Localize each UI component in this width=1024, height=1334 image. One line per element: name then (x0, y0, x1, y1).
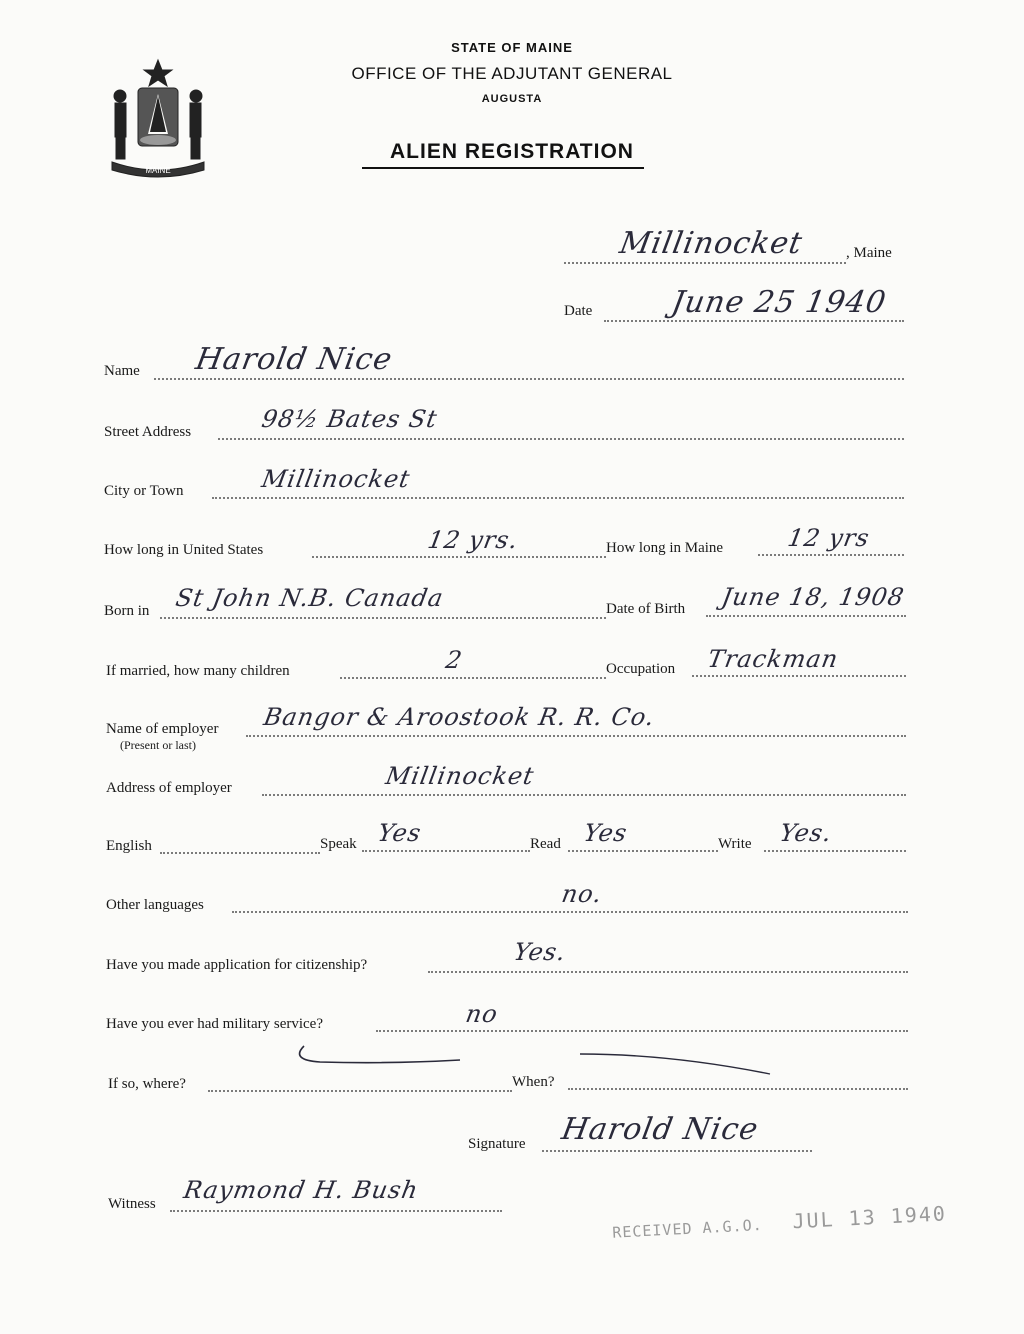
street-address-label: Street Address (104, 424, 192, 440)
military-value: no (463, 1000, 501, 1028)
how-long-maine-dots (758, 554, 904, 556)
name-label: Name (104, 363, 140, 379)
city-label: City or Town (104, 483, 184, 499)
citizenship-label: Have you made application for citizenship? (106, 957, 368, 973)
other-languages-label: Other languages (106, 897, 204, 913)
stamp-received-text: RECEIVED A.G.O. (611, 1215, 764, 1242)
read-dots (568, 850, 718, 852)
when-dots (568, 1088, 908, 1090)
employer-name-dots (246, 735, 906, 737)
read-value: Yes (581, 819, 630, 847)
citizenship-value: Yes. (511, 938, 569, 966)
date-dots (604, 320, 904, 322)
children-dots (340, 677, 606, 679)
occupation-value: Trackman (705, 645, 841, 673)
witness-label: Witness (108, 1196, 156, 1212)
employer-address-value: Millinocket (383, 762, 537, 790)
header-office: OFFICE OF THE ADJUTANT GENERAL (351, 64, 673, 83)
english-label: English (106, 838, 152, 854)
children-value: 2 (443, 646, 465, 674)
other-languages-value: no. (559, 880, 605, 908)
occupation-label: Occupation (606, 661, 676, 677)
military-label: Have you ever had military service? (106, 1016, 323, 1032)
town-value: Millinocket (616, 226, 806, 261)
when-label: When? (512, 1074, 555, 1090)
city-value: Millinocket (259, 465, 413, 493)
employer-name-value: Bangor & Aroostook R. R. Co. (261, 703, 658, 731)
header-city: AUGUSTA (481, 93, 543, 105)
stamp-date-text: JUL 13 1940 (791, 1201, 948, 1234)
received-stamp (612, 1201, 948, 1243)
witness-value: Raymond H. Bush (181, 1176, 421, 1204)
speak-label: Speak (320, 836, 357, 852)
employer-note: (Present or last) (120, 738, 196, 752)
born-in-dots (160, 617, 606, 619)
citizenship-dots (428, 971, 908, 973)
seal-ribbon-text: MAINE (145, 166, 171, 175)
name-value: Harold Nice (192, 342, 396, 377)
date-of-birth-dots (706, 615, 906, 617)
employer-address-dots (262, 794, 906, 796)
speak-value: Yes (375, 819, 424, 847)
signature-value: Harold Nice (558, 1112, 762, 1147)
street-address-dots (218, 438, 904, 440)
signature-dots (542, 1150, 812, 1152)
town-dots (564, 262, 846, 264)
header-state: STATE OF MAINE (451, 40, 573, 55)
how-long-us-value: 12 yrs. (425, 526, 521, 554)
write-label: Write (718, 836, 752, 852)
date-of-birth-value: June 18, 1908 (719, 583, 907, 611)
street-address-value: 98½ Bates St (259, 405, 440, 433)
if-so-where-label: If so, where? (108, 1076, 186, 1092)
other-languages-dots (232, 911, 908, 913)
read-label: Read (530, 836, 561, 852)
title-underline (362, 167, 644, 169)
children-label: If married, how many children (106, 663, 290, 679)
date-of-birth-label: Date of Birth (606, 601, 686, 617)
speak-dots (362, 850, 530, 852)
how-long-us-dots (312, 556, 606, 558)
how-long-us-label: How long in United States (104, 542, 264, 558)
name-dots (154, 378, 904, 380)
how-long-maine-label: How long in Maine (606, 540, 724, 556)
employer-name-label: Name of employer (106, 721, 219, 737)
employer-address-label: Address of employer (106, 780, 232, 796)
date-value: June 25 1940 (668, 285, 890, 320)
witness-dots (170, 1210, 502, 1212)
born-in-label: Born in (104, 603, 150, 619)
if-so-where-dots (208, 1090, 512, 1092)
write-value: Yes. (777, 819, 835, 847)
signature-label: Signature (468, 1136, 526, 1152)
maine-label: , Maine (846, 245, 892, 261)
date-label: Date (564, 303, 593, 319)
military-dots (376, 1030, 908, 1032)
city-dots (212, 497, 904, 499)
form-title: ALIEN REGISTRATION (390, 140, 634, 163)
how-long-maine-value: 12 yrs (785, 524, 872, 552)
english-dots (160, 852, 320, 854)
born-in-value: St John N.B. Canada (173, 584, 446, 612)
write-dots (764, 850, 906, 852)
occupation-dots (692, 675, 906, 677)
